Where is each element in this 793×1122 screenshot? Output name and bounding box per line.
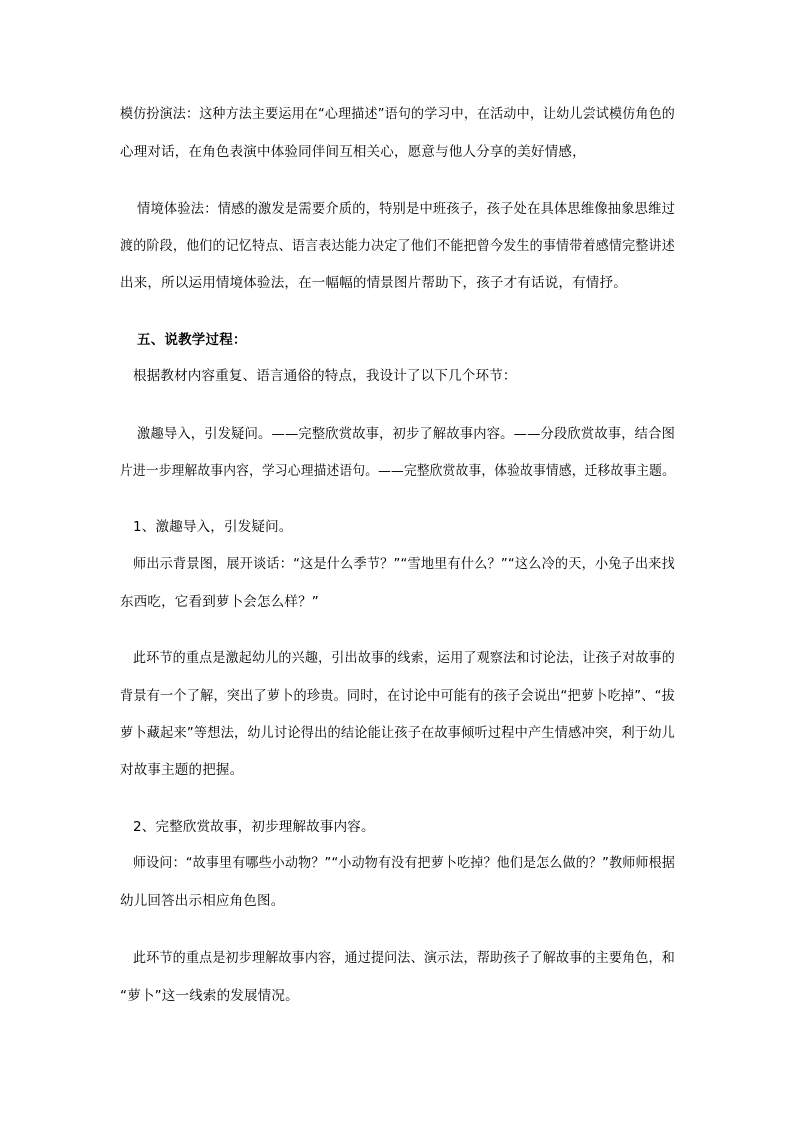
- paragraph-line: 此环节的重点是激起幼儿的兴趣，引出故事的线索，运用了观察法和讨论法，让孩子对故事的: [133, 650, 675, 666]
- paragraph-line: 情境体验法：情感的激发是需要介质的，特别是中班孩子，孩子处在具体思维像抽象思维过: [137, 201, 676, 217]
- paragraph-line: 东西吃，它看到萝卜会怎么样？”: [120, 594, 319, 610]
- paragraph-line: 根据教材内容重复、语言通俗的特点，我设计了以下几个环节：: [133, 368, 517, 384]
- subsection-heading: 2、完整欣赏故事，初步理解故事内容。: [133, 819, 375, 835]
- paragraph-line: 萝卜藏起来”等想法，幼儿讨论得出的结论能让孩子在故事倾听过程中产生情感冲突，利于幼儿: [120, 725, 676, 741]
- paragraph-line: 模仿扮演法：这种方法主要运用在“心理描述”语句的学习中，在活动中，让幼儿尝试模仿角色的: [120, 106, 676, 122]
- paragraph-line: “萝卜”这一线索的发展情况。: [120, 988, 299, 1004]
- paragraph-line: 渡的阶段，他们的记忆特点、语言表达能力决定了他们不能把曾今发生的事情带着感情完整讲述: [120, 238, 675, 254]
- paragraph-line: 心理对话，在角色表演中体验同伴间互相关心，愿意与他人分享的美好情感，: [120, 144, 586, 160]
- paragraph-line: 出来，所以运用情境体验法，在一幅幅的情景图片帮助下，孩子才有话说，有情抒。: [120, 275, 627, 291]
- paragraph-line: 片进一步理解故事内容，学习心理描述语句。——完整欣赏故事，体验故事情感，迁移故事主题。: [120, 463, 675, 479]
- section-heading: 五、说教学过程：: [137, 332, 247, 348]
- paragraph-line: 幼儿回答出示相应角色图。: [120, 893, 285, 909]
- paragraph-line: 对故事主题的把握。: [120, 762, 244, 778]
- paragraph-line: 激趣导入，引发疑问。——完整欣赏故事，初步了解故事内容。——分段欣赏故事，结合图: [137, 426, 676, 442]
- paragraph-line: 师出示背景图，展开谈话：“这是什么季节？”“雪地里有什么？”“这么冷的天，小兔子出来找: [133, 556, 675, 572]
- subsection-heading: 1、激趣导入，引发疑问。: [133, 519, 293, 535]
- paragraph-line: 此环节的重点是初步理解故事内容，通过提问法、演示法，帮助孩子了解故事的主要角色，和: [133, 950, 675, 966]
- paragraph-line: 背景有一个了解，突出了萝卜的珍贵。同时，在讨论中可能有的孩子会说出“把萝卜吃掉”、“拔: [120, 688, 676, 704]
- paragraph-line: 师设问：“故事里有哪些小动物？”“小动物有没有把萝卜吃掉？他们是怎么做的？”教师师根据: [133, 855, 676, 871]
